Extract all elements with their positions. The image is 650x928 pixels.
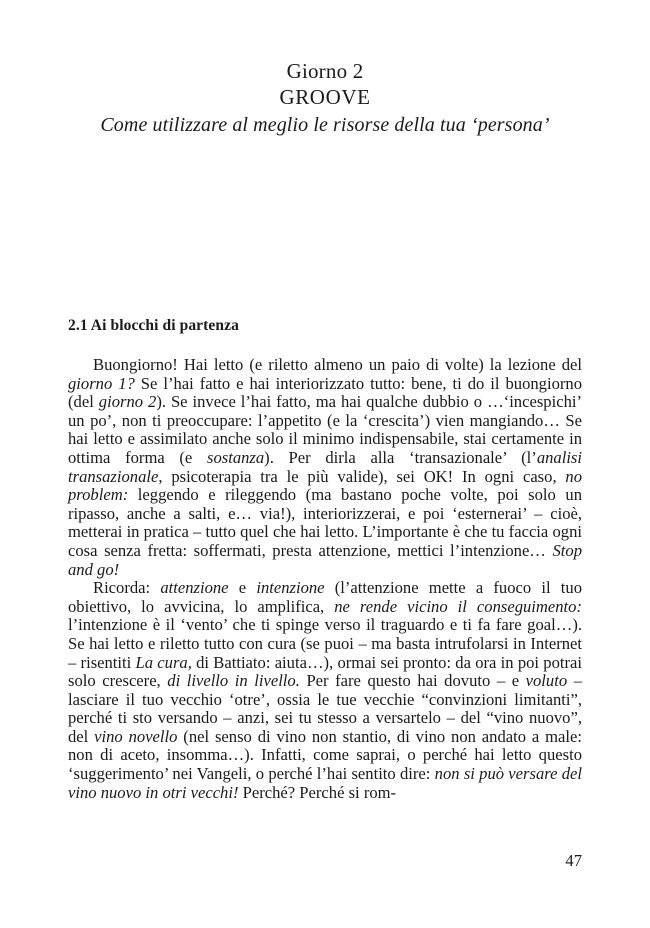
chapter-day-label: Giorno 2: [286, 59, 364, 83]
text-run: Ricorda:: [93, 578, 161, 598]
page-number: 47: [565, 851, 582, 870]
chapter-subtitle: Come utilizzare al meglio le risorse della tua ‘persona’: [100, 114, 550, 136]
text-run: – lasciare il tuo vecchio ‘otre’, ossia le tue vecchie “convinzioni limitanti”, perché ti sto versando – anzi, sei tu stesso a versartelo – del “vino nuovo”, del: [68, 671, 582, 746]
text-run: e: [228, 578, 257, 598]
text-run: ). Se invece l’hai fatto, ma hai qualche dubbio o …‘incespichi’ un po’, non ti preoccupare: l’appetito (e la ‘crescita’) vien mangiando… Se hai letto e assimilato anche solo il minimo indispensabile, stai certamente in ottima forma (e: [68, 392, 582, 467]
text-run: , psicoterapia tra le più valide), sei OK! In ogni caso,: [158, 466, 566, 486]
section-heading: 2.1 Ai blocchi di partenza: [68, 317, 239, 334]
paragraph-1: [68, 356, 582, 579]
text-run: Perché? Perché si rom-: [238, 782, 397, 802]
emphasis-run: giorno 2: [98, 392, 157, 412]
emphasis-run: vino novello: [94, 726, 178, 746]
emphasis-run: di livello in livello.: [167, 671, 300, 691]
emphasis-run: non si può versare del vino nuovo in otri vecchi!: [68, 764, 582, 802]
text-run: di Battiato: aiuta…), ormai sei pronto: da ora in poi potrai solo crescere,: [68, 652, 582, 691]
chapter-title-block: [40, 58, 610, 139]
emphasis-run: sostanza: [207, 447, 265, 467]
paragraph-2: [68, 579, 582, 802]
emphasis-run: ne rende vicino il conseguimento:: [334, 596, 582, 616]
text-run: l’intenzione è il ‘vento’ che ti spinge verso il traguardo e ti fa fare goal…). Se hai letto e riletto tutto con cura (se puoi – ma basta intrufolarsi in Internet – risentiti: [68, 615, 582, 672]
emphasis-run: giorno 1?: [68, 373, 135, 393]
emphasis-run: no problem:: [68, 466, 582, 505]
text-run: Se l’hai fatto e hai interiorizzato tutto: bene, ti do il buongiorno (del: [68, 373, 583, 412]
emphasis-run: La cura,: [135, 652, 192, 672]
text-run: leggendo e rileggendo (ma bastano poche volte, poi solo un ripasso, anche a salti, e… via!), interiorizzerai, e poi ‘esternerai’ – cioè, metterai in pratica – tutto quel che hai letto. L’importante è che tu faccia ogni cosa senza fretta: soffermati, presta attenzione, mettici l’intenzione…: [68, 485, 582, 560]
emphasis-run: intenzione: [256, 578, 325, 598]
emphasis-run: attenzione: [160, 578, 229, 598]
body-text: [68, 356, 582, 802]
text-run: (l’attenzione mette a fuoco il tuo obiettivo, lo avvicina, lo amplifica,: [68, 578, 582, 616]
emphasis-run: voluto: [525, 671, 568, 691]
text-run: Buongiorno! Hai letto (e riletto almeno un paio di volte) la lezione del: [93, 355, 582, 374]
text-run: Per fare questo hai dovuto – e: [299, 671, 526, 691]
emphasis-run: Stop and go!: [68, 540, 582, 579]
chapter-title: GROOVE: [279, 85, 371, 109]
text-run: ). Per dirla alla ‘transazionale’ (l’: [264, 447, 537, 467]
emphasis-run: analisi transazionale: [68, 447, 582, 486]
text-run: (nel senso di vino non stantio, di vino non andato a male: non di aceto, insomma…). Infatti, come saprai, o perché hai letto questo ‘suggerimento’ nei Vangeli, o perché l’hai sentito dire:: [68, 726, 583, 784]
